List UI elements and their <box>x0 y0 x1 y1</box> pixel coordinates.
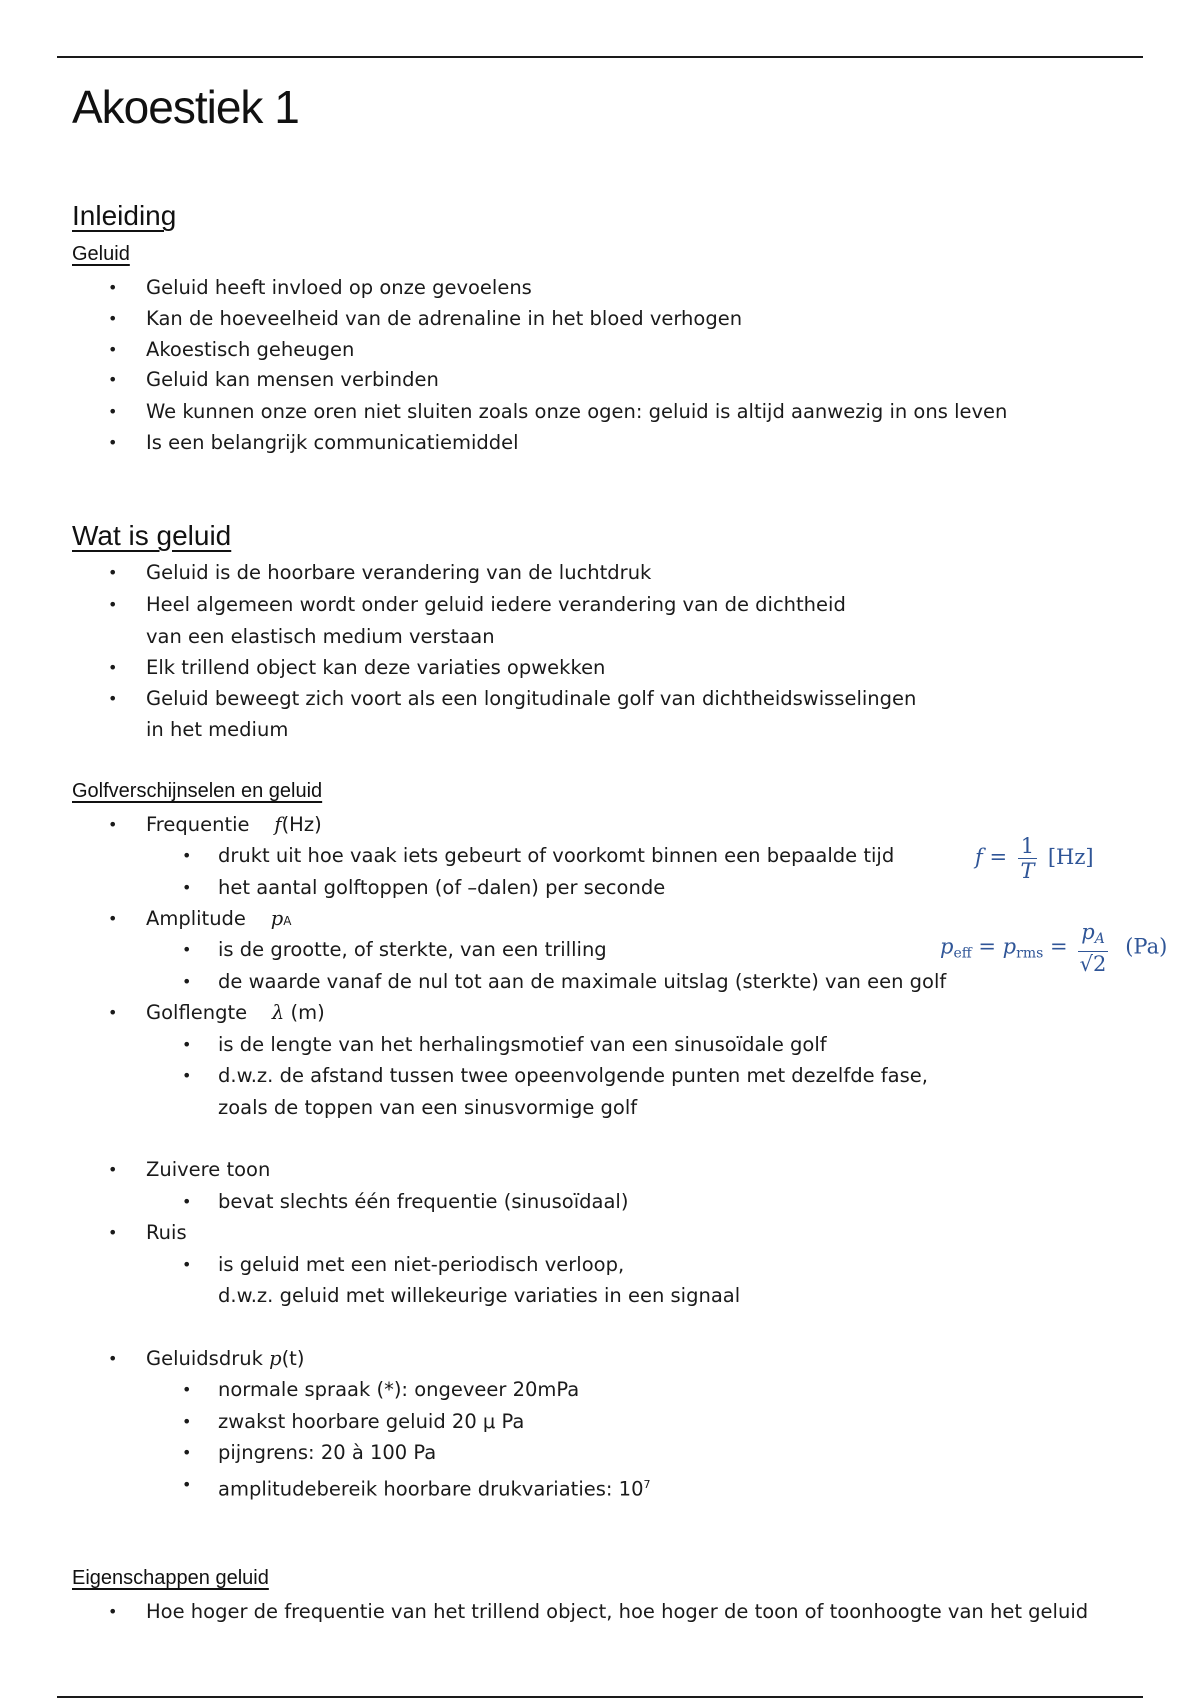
formula-frequency: f = $\frac{1}{T}$ [Hz] <box>975 834 1094 883</box>
subheading-geluid: Geluid <box>72 243 130 265</box>
heading-wat-is-geluid: Wat is geluid <box>72 520 232 551</box>
bottom-rule <box>57 1696 1143 1698</box>
subheading-golfverschijnselen: Golfverschijnselen en geluid <box>72 780 323 802</box>
formula-peff: $p_{eff} = p_{rms}$ = $\frac{p_A}{√2}$ (Pa) <box>940 920 1168 976</box>
heading-inleiding: Inleiding <box>72 200 177 231</box>
top-rule <box>57 56 1143 58</box>
page-title: Akoestiek 1 <box>72 81 299 133</box>
subheading-eigenschappen: Eigenschappen geluid <box>72 1567 269 1589</box>
